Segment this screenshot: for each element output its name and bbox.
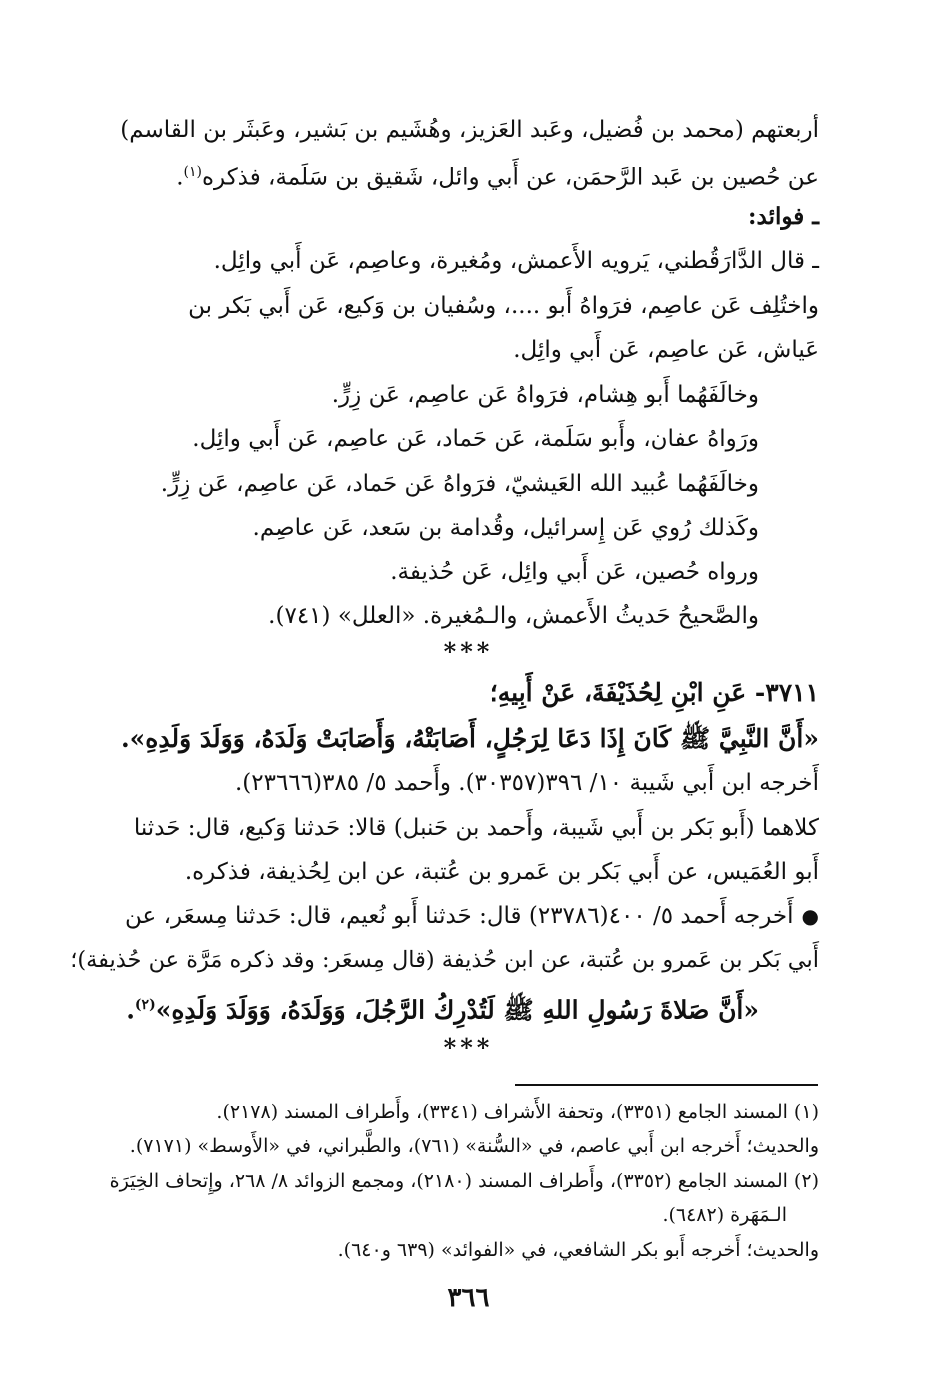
text-line: ورواه حُصين، عَن أَبي وائِل، عَن حُذيفة.	[390, 559, 759, 585]
section-separator: ***	[443, 1033, 494, 1062]
footnote-line: الـمَهَرة (٦٤٨٢).	[662, 1204, 787, 1226]
footnote-line: والحديث؛ أَخرجه ابن أَبي عاصم، في «السُّنة» (٧٦١)، والطَّبراني، في «الأَوسط» (٧١٧١).	[129, 1135, 819, 1157]
text-line: واختُلِف عَن عاصِم، فرَواهُ أَبو ....، وسُفيان بن وَكيع، عَن أَبي بَكر بن	[188, 293, 819, 319]
text-line: أَخرجه ابن أَبي شَيبة ١٠/ ٣٩٦(٣٠٣٥٧). وأَحمد ٥/ ٣٨٥(٢٣٦٦٦).	[235, 770, 819, 796]
footnote-ref: (٢)	[134, 997, 156, 1013]
hadith-text: «أَنَّ صَلاةَ رَسُولِ اللهِ ﷺ لَتُدْرِكُ الرَّجُلَ، وَوَلَدَهُ، وَوَلَدَ وَلَدِهِ»$^{(٢)}$.	[126, 995, 759, 1025]
text-line: وخالَفَهُما أَبو هِشام، فرَواهُ عَن عاصِم، عَن زِرٍّ.	[331, 382, 759, 408]
hadith-text: «أَنَّ النَّبِيَّ ﷺ كَانَ إِذَا دَعَا لِرَجُلٍ، أَصَابَتْهُ، وَأَصَابَتْ وَلَدَهُ، وَوَلَدَ وَلَدِهِ».	[120, 724, 819, 753]
footnote-line: والحديث؛ أَخرجه أَبو بكر الشافعي، في «الفوائد» (٦٣٩ و٦٤٠).	[337, 1239, 819, 1261]
text-line: أَبي بَكر بن عَمرو بن عُتبة، عن ابن حُذيفة (قال مِسعَر: وقد ذكره مَرَّة عن حُذيفة)؛	[70, 947, 819, 973]
text-line: عَياش، عَن عاصِم، عَن أَبي وائِل.	[513, 337, 819, 363]
text-line: وخالَفَهُما عُبيد الله العَيشيّ، فرَواهُ عَن حَماد، عَن عاصِم، عَن زِرٍّ.	[160, 471, 759, 497]
text-line: أَبو العُمَيس، عن أَبي بَكر بن عَمرو بن عُتبة، عن ابن لِحُذيفة، فذكره.	[184, 859, 819, 885]
footnote-line: (١) المسند الجامع (٣٣٥١)، وتحفة الأَشراف (٣٣٤١)، وأَطراف المسند (٢١٧٨).	[216, 1101, 819, 1123]
footnote-line: (٢) المسند الجامع (٣٣٥٢)، وأَطراف المسند (٢١٨٠)، ومجمع الزوائد ٨/ ٢٦٨، وإِتحاف الخِيَرَة	[109, 1170, 819, 1192]
section-separator: ***	[443, 637, 494, 666]
text-line: ورَواهُ عفان، وأَبو سَلَمة، عَن حَماد، عَن عاصِم، عَن أَبي وائِل.	[192, 426, 759, 452]
text-line: أربعتهم (محمد بن فُضيل، وعَبد العَزيز، وهُشَيم بن بَشير، وعَبثَر بن القاسم)	[120, 117, 819, 143]
text-line: وكَذلك رُوي عَن إِسرائيل، وقُدامة بن سَعد، عَن عاصِم.	[252, 515, 759, 541]
hadith-number-heading: ٣٧١١- عَنِ ابْنِ لِحُذَيْفَةَ، عَنْ أَبِيهِ؛	[489, 678, 819, 707]
text-line: ●أَخرجه أَحمد ٥/ ٤٠٠(٢٣٧٨٦) قال: حَدثنا أَبو نُعيم، قال: حَدثنا مِسعَر، عن	[125, 903, 819, 929]
bullet-icon: ●	[801, 904, 819, 928]
text-line: ـ قال الدَّارَقُطني، يَرويه الأَعمش، ومُغيرة، وعاصِم، عَن أَبي وائِل.	[213, 248, 819, 274]
text-line: والصَّحيحُ حَديثُ الأَعمش، والـمُغيرة. «العلل» (٧٤١).	[268, 603, 759, 629]
text-line: عن حُصين بن عَبد الرَّحمَن، عن أَبي وائل، شَقيق بن سَلَمة، فذكره$^{(١)}$.	[176, 164, 819, 191]
page-number: ٣٦٦	[447, 1283, 490, 1313]
footnote-rule	[515, 1084, 818, 1086]
footnote-ref: (١)	[183, 164, 202, 180]
text-line: كلاهما (أَبو بَكر بن أَبي شَيبة، وأَحمد بن حَنبل) قالا: حَدثنا وَكيع، قال: حَدثنا	[133, 815, 819, 841]
section-heading: ـ فوائد:	[748, 203, 819, 230]
